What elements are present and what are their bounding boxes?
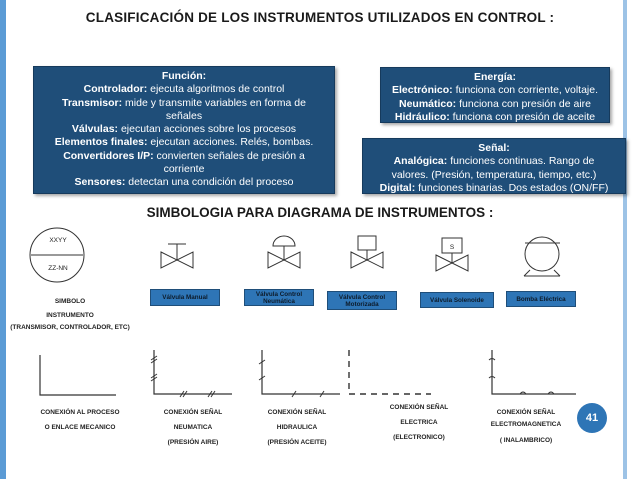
funcion-row: Válvulas: ejecutan acciones sobre los procesos: [71, 123, 297, 136]
instrument-label: SIMBOLO: [54, 298, 86, 305]
instrument-symbol: [28, 226, 88, 284]
instrument-tag-top: XXYY: [49, 237, 67, 244]
electric-connection-line: [343, 350, 433, 398]
funcion-row: Controlador: ejecuta algoritmos de control: [83, 83, 285, 96]
funcion-box: [33, 66, 335, 194]
instrument-label: (TRANSMISOR, CONTROLADOR, ETC): [10, 324, 130, 331]
manual-valve-symbol: [157, 240, 197, 272]
energia-box: [380, 67, 610, 123]
funcion-row: Elementos finales: ejecutan acciones. Relés, bombas.: [54, 136, 314, 149]
funcion-row: Transmisor: mide y transmite variables en forma de señales: [62, 96, 306, 122]
energia-row: Electrónico: funciona con corriente, voltaje.: [391, 84, 599, 97]
valve-label-solenoid: Válvula Solenoide: [420, 292, 494, 308]
energia-row: Neumático: funciona con presión de aire: [398, 97, 592, 110]
valve-label-pump: Bomba Eléctrica: [506, 291, 576, 307]
senal-row: Digital: funciones binarias. Dos estados (ON/FF): [379, 181, 609, 194]
process-connection-line: [38, 355, 118, 399]
motorized-valve-symbol: [346, 234, 388, 272]
connection-label: CONEXIÓN SEÑAL ELECTRICA (ELECTRONICO): [389, 404, 449, 441]
hydraulic-connection-line: [258, 350, 343, 398]
electric-pump-symbol: [518, 234, 568, 278]
funcion-row: Convertidores I/P: convierten señales de presión a corriente: [63, 149, 305, 176]
connection-label: CONEXIÓN SEÑAL NEUMATICA (PRESIÓN AIRE): [163, 409, 223, 446]
right-accent-line: [623, 0, 627, 479]
pneumatic-connection-line: [150, 350, 235, 398]
pneumatic-valve-symbol: [263, 234, 305, 272]
connection-label: CONEXIÓN SEÑAL ELECTROMAGNETICA ( INALAMBRICO): [490, 409, 562, 444]
funcion-heading: Función:: [161, 70, 207, 82]
solenoid-valve-symbol: [431, 236, 473, 274]
connection-label: CONEXIÓN SEÑAL HIDRAULICA (PRESIÓN ACEITE): [267, 409, 327, 446]
instrument-tag-bottom: ZZ-NN: [48, 265, 68, 272]
valve-label-pneumatic: Válvula Control Neumática: [244, 289, 314, 306]
page-title: CLASIFICACIÓN DE LOS INSTRUMENTOS UTILIZADOS EN CONTROL :: [85, 10, 555, 25]
funcion-row: Sensores: detectan una condición del proceso: [74, 176, 294, 189]
solenoid-letter: S: [449, 244, 455, 251]
energia-row: Hidráulico: funciona con presión de aceite: [394, 110, 596, 123]
left-accent-bar: [0, 0, 6, 479]
simbologia-subtitle: SIMBOLOGIA PARA DIAGRAMA DE INSTRUMENTOS :: [146, 205, 494, 220]
connection-label: CONEXIÓN AL PROCESO O ENLACE MECANICO: [40, 409, 120, 431]
page-number-badge: 41: [577, 403, 607, 433]
senal-row: Analógica: funciones continuas. Rango de valores. (Presión, temperatura, tiempo, etc.): [391, 155, 597, 181]
valve-label-motorized: Válvula Control Motorizada: [327, 291, 397, 310]
valve-label-manual: Válvula Manual: [150, 289, 220, 306]
energia-heading: Energía:: [473, 71, 516, 83]
senal-heading: Señal:: [478, 142, 510, 154]
electromagnetic-connection-line: [488, 350, 578, 398]
senal-box: [362, 138, 626, 194]
instrument-label: INSTRUMENTO: [46, 312, 94, 319]
